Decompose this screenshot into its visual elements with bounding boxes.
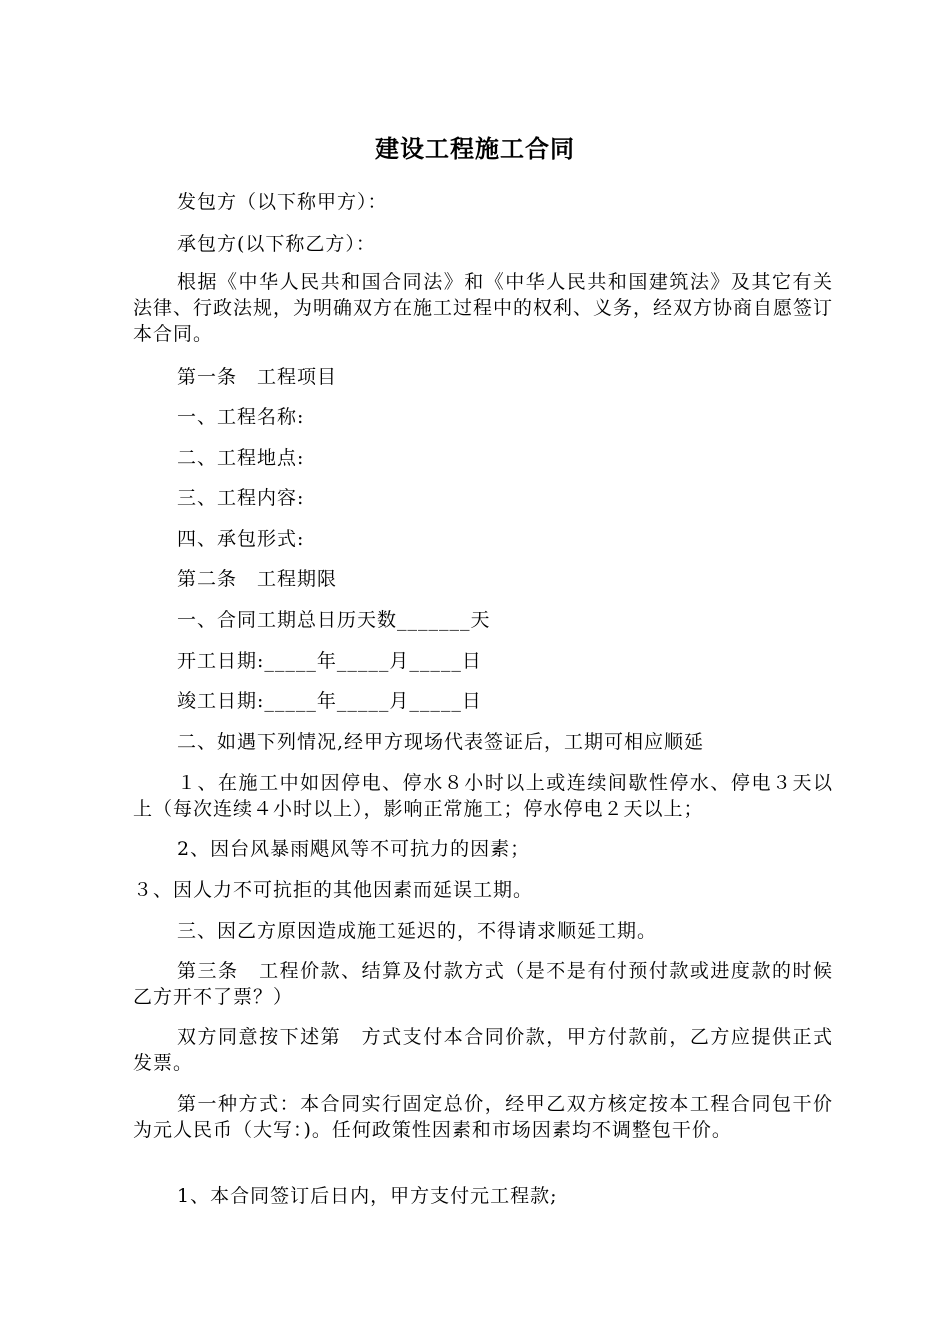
paragraph-first-method: 第一种方式：本合同实行固定总价，经甲乙双方核定按本工程合同包干价为元人民币（大写：)。任何政策性因素和市场因素均不调整包干价。 [133, 1093, 833, 1141]
paragraph-project-location: 二、工程地点: [177, 447, 305, 469]
paragraph-payment-method: 双方同意按下述第 方式支付本合同价款，甲方付款前，乙方应提供正式发票。 [133, 1026, 833, 1074]
paragraph-condition-2: 2、因台风暴雨飓风等不可抗力的因素； [177, 838, 531, 860]
paragraph-project-content: 三、工程内容: [177, 487, 305, 509]
paragraph-preamble: 根据《中华人民共和国合同法》和《中华人民共和国建筑法》及其它有关法律、行政法规，为明确双方在施工过程中的权利、义务，经双方协商自愿签订本合同。 [133, 271, 834, 345]
paragraph-contractor: 承包方(以下称乙方）： [177, 233, 376, 255]
paragraph-no-extension: 三、因乙方原因造成施工延迟的，不得请求顺延工期。 [177, 920, 658, 942]
paragraph-condition-3: ３、因人力不可抗拒的其他因素而延误工期。 [133, 879, 534, 901]
article-heading-1: 第一条 工程项目 [177, 366, 338, 388]
document-title: 建设工程施工合同 [375, 135, 575, 163]
paragraph-contract-form: 四、承包形式: [177, 528, 305, 550]
paragraph-condition-1: １、在施工中如因停电、停水８小时以上或连续间歇性停水、停电３天以上（每次连续４小时以上），影响正常施工；停水停电２天以上； [133, 772, 833, 820]
paragraph-employer: 发包方（以下称甲方）： [177, 191, 388, 213]
article-heading-2: 第二条 工程期限 [177, 568, 338, 590]
paragraph-start-date: 开工日期:_____年_____月_____日 [177, 650, 482, 672]
article-heading-3: 第三条 工程价款、结算及付款方式（是不是有付预付款或进度款的时候乙方开不了票？） [133, 960, 833, 1008]
paragraph-total-days: 一、合同工期总日历天数_______天 [177, 609, 491, 631]
paragraph-payment-item-1: 1、本合同签订后日内，甲方支付元工程款; [177, 1185, 558, 1207]
paragraph-extension-conditions: 二、如遇下列情况,经甲方现场代表签证后，工期可相应顺延 [177, 731, 705, 753]
paragraph-project-name: 一、工程名称: [177, 406, 305, 428]
paragraph-completion-date: 竣工日期:_____年_____月_____日 [177, 690, 482, 712]
